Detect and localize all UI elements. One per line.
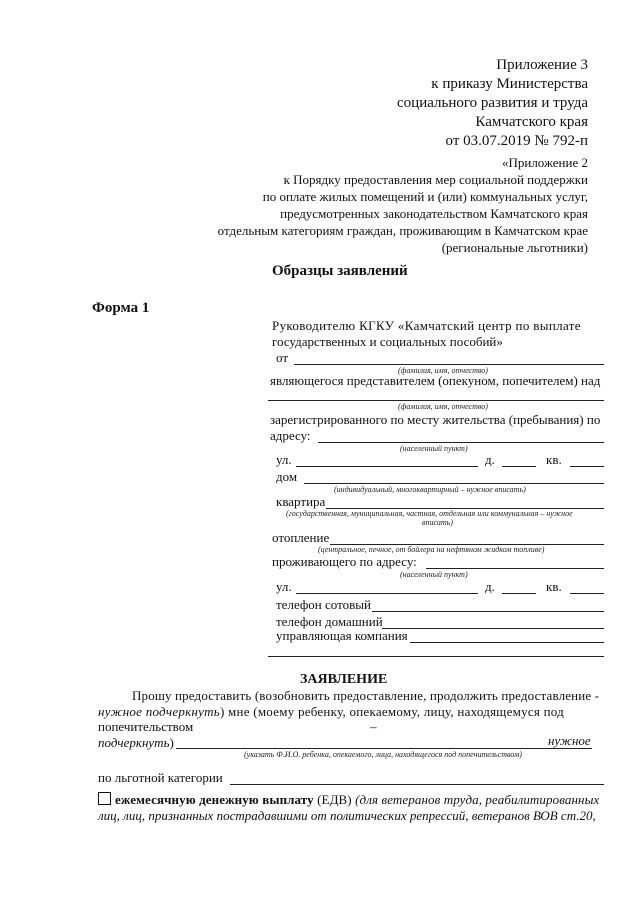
- street-field[interactable]: [296, 593, 478, 594]
- subheader-line: отдельным категориям граждан, проживающим в Камчатском крае: [217, 223, 588, 238]
- statement-fragment: ) мне (моему ребенку, опекаемому, лицу, находящемуся под: [219, 704, 565, 719]
- heating-label: отопление: [272, 530, 330, 545]
- field-hint: (указать Ф.И.О. ребенка, опекаемого, лица, находящегося под попечительством): [244, 750, 522, 759]
- street-field[interactable]: [296, 466, 478, 467]
- street-label: ул.: [276, 452, 292, 467]
- settlement-field[interactable]: [318, 442, 604, 443]
- field-hint: (фамилия, имя, отчество): [398, 366, 488, 375]
- subheader-line: «Приложение 2: [501, 155, 588, 170]
- subheader-line: по оплате жилых помещений и (или) коммунальных услуг,: [262, 189, 588, 204]
- category-field[interactable]: [230, 784, 604, 785]
- header-line: к приказу Министерства: [431, 76, 588, 92]
- statement-text: [98, 704, 564, 720]
- header-line: от 03.07.2019 № 792-п: [445, 133, 588, 149]
- apartment-number-field[interactable]: [570, 593, 604, 594]
- page-title: Образцы заявлений: [272, 263, 408, 279]
- statement-dash: –: [370, 719, 377, 734]
- field-hint: (населенный пункт): [400, 444, 468, 453]
- house-number-field[interactable]: [502, 466, 536, 467]
- apartment-number-label: кв.: [546, 579, 562, 594]
- home-phone-field[interactable]: [382, 628, 604, 629]
- from-label: от: [276, 350, 289, 365]
- statement-italic: нужное: [548, 733, 591, 748]
- field-hint: вписать): [422, 518, 453, 527]
- management-company-field-extra[interactable]: [268, 656, 604, 657]
- representative-label: являющегося представителем (опекуном, попечителем) над: [270, 373, 601, 388]
- subheader-block: [218, 154, 588, 256]
- subheader-line: (региональные льготники): [441, 240, 588, 255]
- statement-fragment: ): [169, 735, 174, 750]
- statement-italic: нужное подчеркнуть: [98, 704, 220, 719]
- registered-label: зарегистрированного по месту жительства (пребывания) по: [270, 412, 601, 427]
- addressee-line: государственных и социальных пособий»: [272, 334, 503, 349]
- name-field[interactable]: [294, 364, 604, 365]
- house-type-field[interactable]: [304, 483, 604, 484]
- edv-checkbox[interactable]: [98, 792, 111, 805]
- subheader-line: предусмотренных законодательством Камчатского края: [280, 206, 588, 221]
- field-hint: (индивидуальный, многоквартирный – нужное вписать): [334, 485, 526, 494]
- edv-bold-text: ежемесячную денежную выплату: [115, 792, 314, 807]
- management-company-field[interactable]: [410, 642, 604, 643]
- category-label: по льготной категории: [98, 770, 223, 785]
- mobile-phone-label: телефон сотовый: [276, 597, 371, 612]
- living-address-label: проживающего по адресу:: [272, 554, 417, 569]
- header-line: Приложение 3: [496, 57, 588, 73]
- house-number-field[interactable]: [502, 593, 536, 594]
- house-number-label: д.: [485, 452, 495, 467]
- management-company-label: управляющая компания: [276, 628, 408, 643]
- edv-italic-text: (для ветеранов труда, реабилитированных: [355, 792, 600, 807]
- field-hint: (населенный пункт): [400, 570, 468, 579]
- statement-text: [98, 735, 174, 751]
- field-hint: (фамилия, имя, отчество): [398, 402, 488, 411]
- address-label: адресу:: [270, 428, 311, 443]
- field-hint: (государственная, муниципальная, частная, отдельная или коммунальная – нужное: [286, 509, 573, 518]
- statement-text: Прошу предоставить (возобновить предоставление, продолжить предоставление -: [132, 688, 600, 703]
- mobile-phone-field[interactable]: [372, 611, 604, 612]
- home-phone-label: телефон домашний: [276, 614, 383, 629]
- subheader-line: к Порядку предоставления мер социальной поддержки: [283, 172, 588, 187]
- statement-title: ЗАЯВЛЕНИЕ: [300, 672, 388, 687]
- form-label: Форма 1: [92, 300, 150, 316]
- edv-line: [98, 792, 599, 808]
- header-line: Камчатского края: [475, 114, 588, 130]
- addressee-line: Руководителю КГКУ «Камчатский центр по выплате: [272, 318, 581, 333]
- living-settlement-field[interactable]: [426, 568, 604, 569]
- apartment-number-label: кв.: [546, 452, 562, 467]
- statement-italic: подчеркнуть: [98, 735, 170, 750]
- header-line: социального развития и труда: [397, 95, 588, 111]
- field-hint: (центральное, печное, от бойлера на нефтяном жидком топливе): [318, 545, 545, 554]
- ward-name-field[interactable]: [268, 400, 604, 401]
- apartment-type-label: квартира: [276, 494, 326, 509]
- house-number-label: д.: [485, 579, 495, 594]
- house-type-label: дом: [276, 469, 298, 484]
- header-block: [397, 56, 588, 151]
- child-name-field[interactable]: [176, 748, 592, 749]
- edv-abbrev: (ЕДВ): [317, 792, 352, 807]
- edv-line-2: лиц, лиц, признанных пострадавшими от политических репрессий, ветеранов ВОВ ст.20,: [98, 808, 596, 823]
- street-label: ул.: [276, 579, 292, 594]
- statement-text: попечительством: [98, 719, 194, 734]
- apartment-number-field[interactable]: [570, 466, 604, 467]
